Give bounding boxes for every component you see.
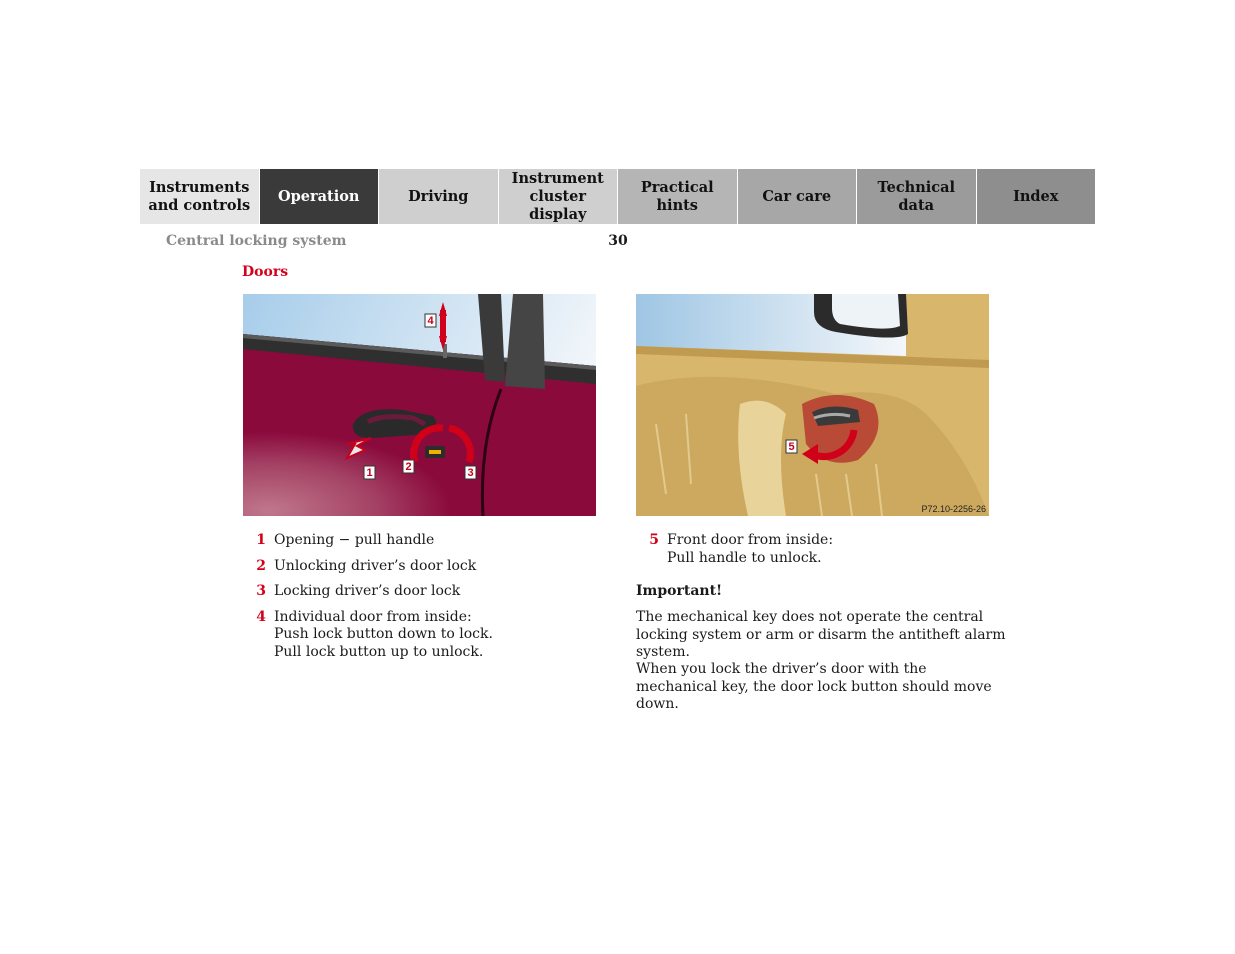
tab-instruments-and-controls[interactable]: Instruments and controls: [140, 169, 260, 224]
important-paragraph-1: The mechanical key does not operate the central locking system or arm or disarm the antitheft alarm system.: [636, 609, 1006, 660]
list-item: 1 Opening − pull handle: [256, 532, 435, 548]
list-item: 5 Front door from inside: Pull handle to unlock.: [649, 532, 834, 566]
important-paragraph-2: When you lock the driver’s door with the mechanical key, the door lock button should move down.: [636, 661, 992, 712]
callout-3: 3: [467, 467, 474, 479]
tab-operation[interactable]: Operation: [260, 169, 380, 224]
section-title: Central locking system: [166, 233, 347, 249]
list-item: 4 Individual door from inside: Push lock button down to lock. Pull lock button up to unlock.: [256, 608, 493, 660]
callout-legend-right: [643, 532, 1003, 575]
tab-technical-data[interactable]: Technical data: [857, 169, 977, 224]
callout-1: 1: [366, 467, 373, 479]
page-heading: Doors: [242, 264, 289, 280]
callout-2: 2: [405, 461, 412, 473]
tab-car-care[interactable]: Car care: [738, 169, 858, 224]
tab-index[interactable]: Index: [977, 169, 1096, 224]
list-item: 3 Locking driver’s door lock: [256, 583, 461, 599]
tab-instrument-cluster-display[interactable]: Instrument cluster display: [499, 169, 619, 224]
callout-5: 5: [788, 441, 795, 453]
callout-legend-left: [250, 532, 610, 669]
chapter-tabs: [140, 169, 1095, 224]
tab-practical-hints[interactable]: Practical hints: [618, 169, 738, 224]
interior-door-illustration: [636, 294, 989, 516]
callout-4: 4: [427, 315, 434, 327]
exterior-door-illustration: [243, 294, 596, 516]
important-heading: Important!: [636, 583, 723, 599]
figure-code: P72.10-2256-26: [921, 504, 986, 514]
tab-driving[interactable]: Driving: [379, 169, 499, 224]
list-item: 2 Unlocking driver’s door lock: [256, 557, 477, 574]
page-number: 30: [608, 233, 628, 249]
